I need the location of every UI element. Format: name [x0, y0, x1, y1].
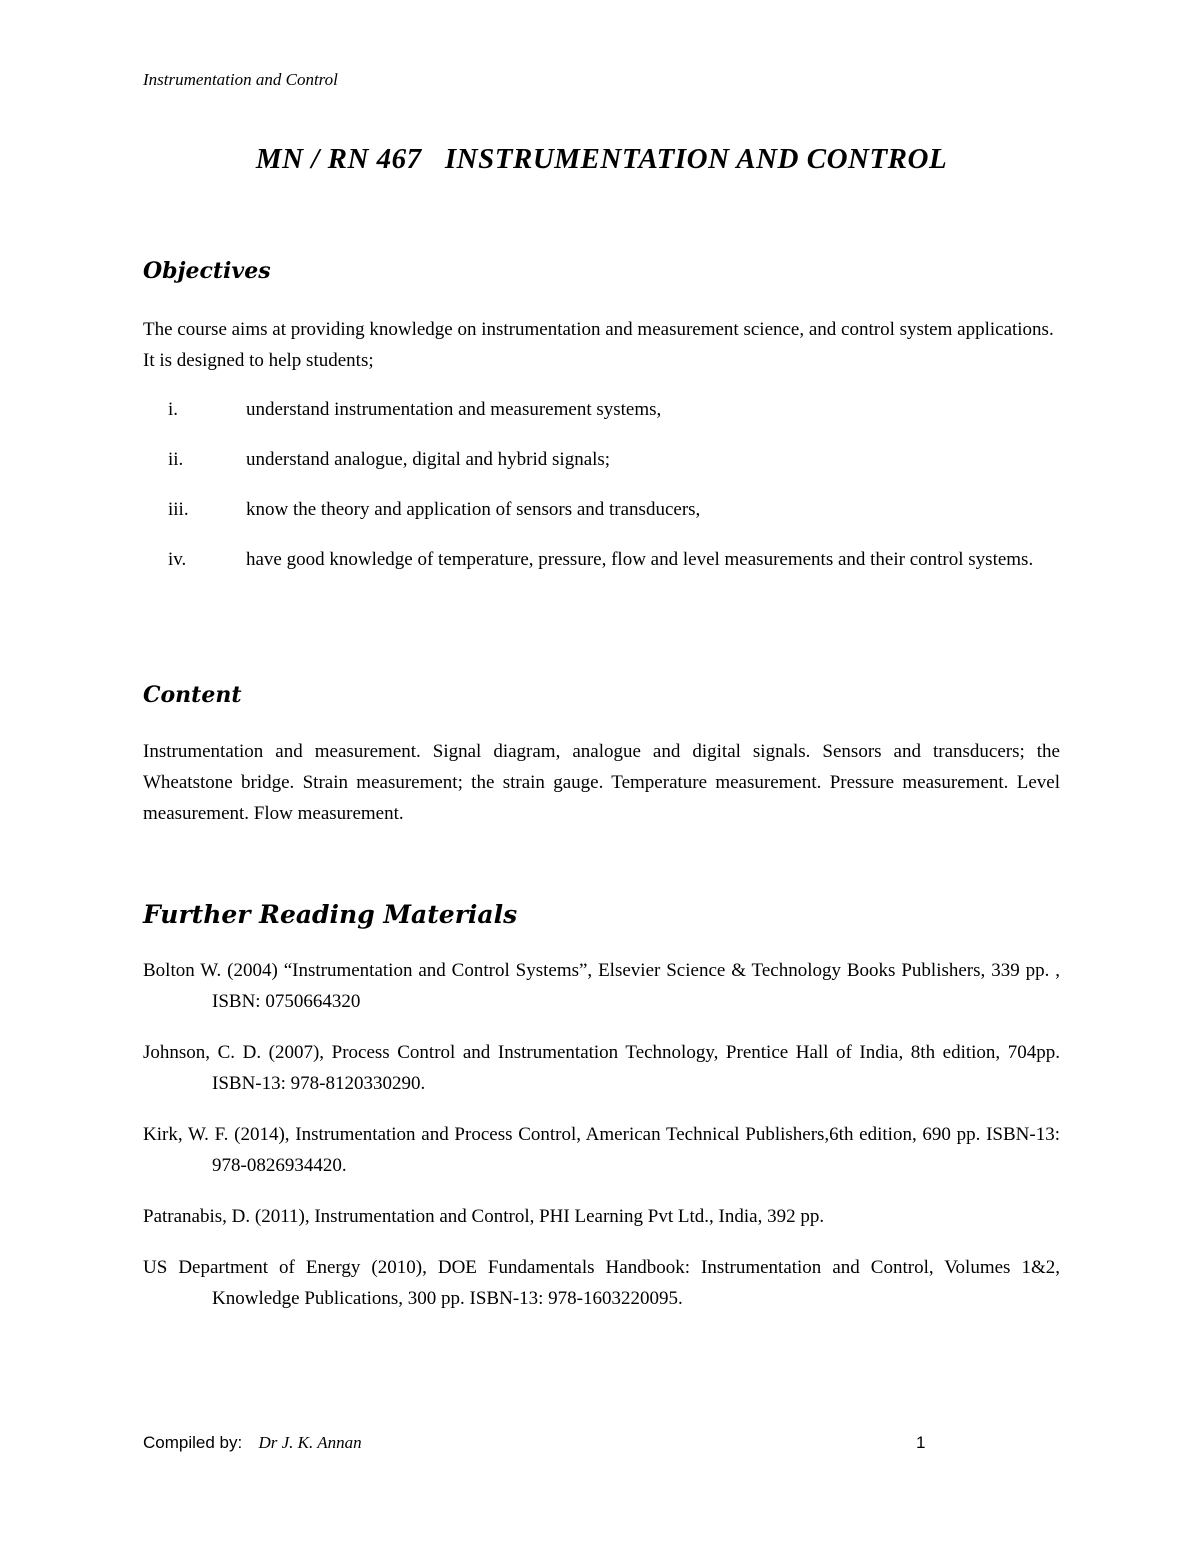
objective-text: understand analogue, digital and hybrid signals;	[246, 449, 611, 470]
objective-number: ii.	[168, 449, 184, 470]
content-paragraph: Instrumentation and measurement. Signal diagram, analogue and digital signals. Sensors and transducers; the Wheatstone bridge. Strain measurement; the strain gauge. Temperature measurement. Pressure measurement. Level measurement. Flow measurement.	[143, 741, 1060, 824]
objective-item	[143, 444, 1060, 475]
objective-number: iv.	[168, 549, 187, 570]
running-header: Instrumentation and Control	[143, 70, 338, 89]
content-heading: Content	[143, 682, 242, 708]
objective-text: understand instrumentation and measurement systems,	[246, 399, 662, 420]
objective-number: i.	[168, 399, 179, 420]
objective-text: know the theory and application of sensors and transducers,	[246, 499, 701, 520]
compiled-by-label: Compiled by:	[143, 1433, 243, 1452]
document-title: MN / RN 467 INSTRUMENTATION AND CONTROL	[255, 143, 948, 175]
objectives-list	[143, 394, 1060, 594]
objective-item	[143, 494, 1060, 525]
objective-item	[143, 394, 1060, 425]
reference-list	[143, 955, 1060, 1334]
page-footer	[143, 1433, 933, 1453]
reference-item: Bolton W. (2004) “Instrumentation and Control Systems”, Elsevier Science & Technology Books Publishers, 339 pp. , ISBN: 0750664320	[143, 960, 1060, 1012]
objective-number: iii.	[168, 499, 189, 520]
reference-item: Johnson, C. D. (2007), Process Control and Instrumentation Technology, Prentice Hall of India, 8th edition, 704pp. ISBN-13: 978-8120330290.	[143, 1042, 1060, 1094]
reference-item: Kirk, W. F. (2014), Instrumentation and Process Control, American Technical Publishers,6th edition, 690 pp. ISBN-13: 978-0826934420.	[143, 1124, 1060, 1176]
reference-item: US Department of Energy (2010), DOE Fundamentals Handbook: Instrumentation and Control, Volumes 1&2, Knowledge Publications, 300 pp. ISBN-13: 978-1603220095.	[143, 1257, 1060, 1309]
reading-heading: Further Reading Materials	[143, 900, 518, 929]
objectives-intro: The course aims at providing knowledge on instrumentation and measurement science, and control system applications. It is designed to help students;	[143, 319, 1054, 371]
objectives-heading: Objectives	[143, 258, 271, 284]
page-number: 1	[916, 1433, 926, 1452]
compiled-by-author: Dr J. K. Annan	[258, 1433, 362, 1452]
objective-text: have good knowledge of temperature, pressure, flow and level measurements and their control systems.	[246, 549, 1034, 570]
reference-item: Patranabis, D. (2011), Instrumentation and Control, PHI Learning Pvt Ltd., India, 392 pp.	[143, 1206, 825, 1227]
objective-item	[143, 544, 1060, 575]
